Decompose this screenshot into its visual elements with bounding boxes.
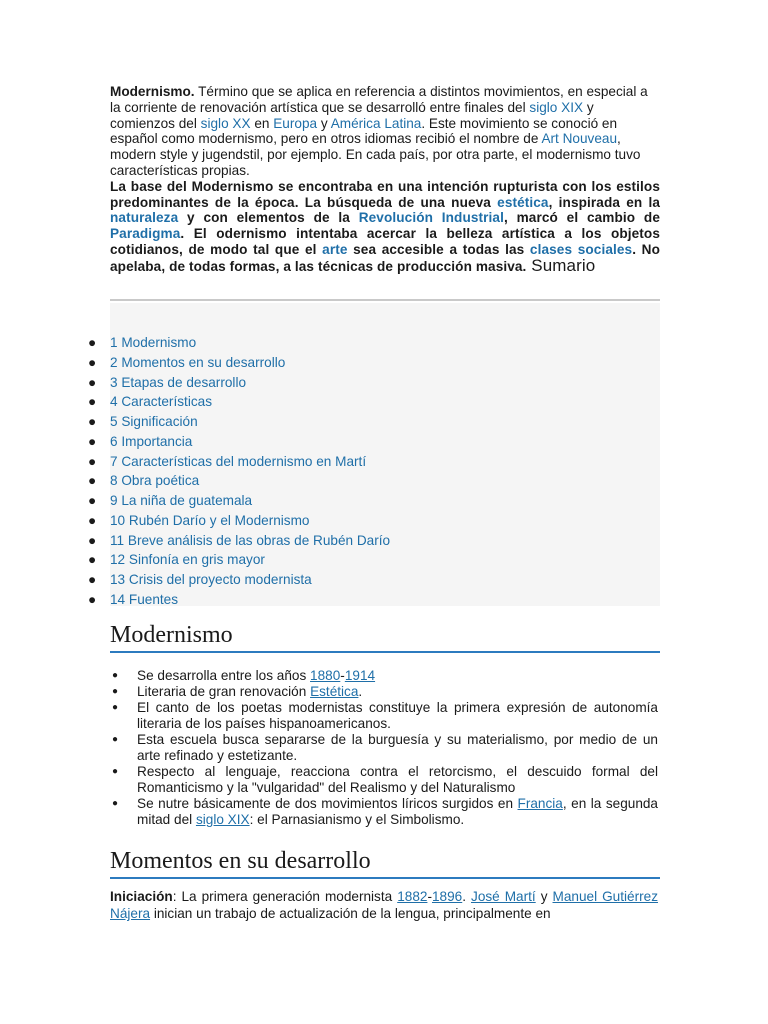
toc-number: 3 — [110, 374, 118, 390]
toc-label: Características del modernismo en Martí — [117, 453, 367, 469]
toc-item — [88, 452, 390, 472]
link-naturaleza[interactable]: naturaleza — [110, 210, 179, 226]
toc-label: Importancia — [117, 433, 193, 449]
iniciacion-label: Iniciación — [110, 889, 173, 904]
toc-item — [88, 471, 390, 491]
toc-link[interactable] — [110, 572, 312, 587]
link-clases-sociales[interactable]: clases sociales — [529, 241, 633, 257]
link-1882[interactable]: 1882 — [397, 889, 428, 904]
toc-link[interactable] — [110, 375, 246, 390]
toc-item — [88, 432, 390, 452]
toc-label: Características — [117, 394, 212, 410]
toc-item — [88, 511, 390, 531]
toc-number: 13 — [110, 572, 126, 587]
toc-label: Crisis del proyecto modernista — [125, 572, 312, 587]
bullet-icon: ● — [88, 532, 97, 548]
toc-label: Rubén Darío y el Modernismo — [125, 512, 310, 528]
bullet-icon: ● — [112, 670, 119, 681]
toc-number: 1 — [110, 335, 118, 350]
bullet-icon: ● — [112, 734, 119, 745]
link-1914[interactable]: 1914 — [344, 668, 376, 683]
link-siglo-xx[interactable]: siglo XX — [200, 115, 251, 131]
toc-link[interactable] — [110, 454, 366, 469]
bullet-icon: ● — [88, 414, 97, 429]
bullet-icon: ● — [88, 433, 97, 449]
link-manuel-gutierrez-najera[interactable]: Manuel Gutiérrez Nájera — [110, 889, 659, 921]
link-america-latina[interactable]: América Latina — [330, 115, 422, 131]
intro-divider — [110, 299, 660, 301]
toc-number: 9 — [110, 493, 118, 508]
toc-number: 14 — [110, 591, 126, 607]
bullet-icon: ● — [88, 374, 97, 390]
section-title-momentos: Momentos en su desarrollo — [110, 848, 371, 874]
bullet-icon: ● — [88, 453, 97, 469]
bullet-icon: ● — [112, 766, 119, 777]
bullet-icon: ● — [88, 552, 97, 568]
modernismo-bullet-list — [110, 668, 658, 828]
list-item: ● El canto de los poetas modernistas constituye la primera expresión de autonomía literaria de los países hispanoamericanos. — [112, 700, 658, 731]
intro-paragraph: Modernismo. Término que se aplica en referencia a distintos movimientos, en especial a la corriente de renovación artística que se desarrolló entre finales del siglo XIX y comienzos del siglo XX en Europa y América Latina. Este movimiento se conoció en español como modernismo, pero en otros idiomas recibió el nombre de Art Nouveau, modern style y jugendstil, por ejemplo. En cada país, por otra parte, el modernismo tuvo características propias. — [110, 84, 648, 178]
link-estetica[interactable]: estética — [497, 194, 549, 210]
link-siglo-xix-2[interactable]: siglo XIX — [195, 812, 250, 827]
toc-item — [88, 590, 390, 610]
toc-link[interactable] — [110, 592, 178, 607]
toc-item — [88, 353, 390, 373]
toc-label: Obra poética — [117, 473, 200, 489]
toc-item — [88, 333, 390, 353]
link-francia[interactable]: Francia — [517, 796, 563, 811]
bullet-icon: ● — [112, 686, 119, 697]
toc-item — [88, 570, 390, 590]
toc-link[interactable] — [110, 513, 309, 528]
toc-number: 12 — [110, 552, 126, 568]
toc-label: Momentos en su desarrollo — [117, 354, 286, 370]
link-art-nouveau[interactable]: Art Nouveau — [541, 131, 618, 147]
section-divider — [110, 877, 660, 879]
toc-link[interactable] — [110, 473, 199, 488]
toc-number: 7 — [110, 453, 118, 469]
bullet-icon: ● — [88, 493, 97, 508]
sumario-heading: Sumario — [526, 255, 596, 275]
table-of-contents — [88, 333, 390, 610]
toc-link[interactable] — [110, 434, 192, 449]
iniciacion-paragraph: Iniciación: La primera generación modernista 1882-1896. José Martí y Manuel Gutiérrez Nájera inician un trabajo de actualización de la lengua, principalmente en — [110, 889, 659, 921]
toc-item — [88, 491, 390, 511]
toc-link[interactable] — [110, 394, 212, 409]
section-title-modernismo: Modernismo — [110, 622, 233, 648]
link-revolucion-industrial[interactable]: Revolución Industrial — [358, 210, 504, 226]
link-1896[interactable]: 1896 — [431, 889, 463, 904]
link-1880[interactable]: 1880 — [310, 668, 341, 683]
toc-link[interactable] — [110, 493, 252, 508]
toc-item — [88, 412, 390, 432]
bullet-icon: ● — [88, 354, 97, 370]
toc-label: Etapas de desarrollo — [117, 374, 247, 390]
toc-label: Modernismo — [117, 335, 197, 350]
link-estetica-2[interactable]: Estética — [310, 684, 359, 699]
section-divider — [110, 651, 660, 653]
list-item: ● Literaria de gran renovación Estética. — [112, 684, 363, 699]
link-siglo-xix[interactable]: siglo XIX — [529, 99, 584, 115]
bullet-icon: ● — [88, 394, 97, 410]
toc-label: Breve análisis de las obras de Rubén Darío — [124, 532, 391, 548]
bullet-icon: ● — [88, 572, 97, 587]
toc-link[interactable] — [110, 335, 196, 350]
list-item: ● Se desarrolla entre los años 1880-1914 — [112, 668, 376, 683]
toc-item — [88, 392, 390, 412]
toc-item — [88, 531, 390, 551]
toc-number: 2 — [110, 354, 118, 370]
intro-bold-paragraph: La base del Modernismo se encontraba en una intención rupturista con los estilos predominantes de la época. La búsqueda de una nueva estética, inspirada en la naturaleza y con elementos de la Revolución Industrial, marcó el cambio de Paradigma. El odernismo intentaba acercar la belleza artística a los objetos cotidianos, de modo tal que el arte sea accesible a todas las clases sociales. No apelaba, de todas formas, a las técnicas de producción masiva. Sumario — [110, 178, 660, 275]
toc-number: 10 — [110, 512, 126, 528]
link-europa[interactable]: Europa — [273, 115, 318, 131]
toc-number: 11 — [110, 532, 125, 548]
list-item: ● Respecto al lenguaje, reacciona contra el retorcismo, el descuido formal del Romanticismo y la "vulgaridad" del Realismo y del Naturalismo — [112, 764, 658, 795]
toc-item — [88, 550, 390, 570]
toc-link[interactable] — [110, 355, 285, 370]
toc-item — [88, 373, 390, 393]
toc-label: Fuentes — [125, 591, 179, 607]
bullet-icon: ● — [88, 335, 97, 350]
link-jose-marti[interactable]: José Martí — [471, 889, 536, 904]
toc-label: Significación — [117, 414, 198, 429]
bullet-icon: ● — [112, 702, 119, 713]
toc-link[interactable] — [110, 414, 198, 429]
bullet-icon: ● — [112, 798, 119, 809]
link-arte[interactable]: arte — [322, 241, 348, 257]
link-paradigma[interactable]: Paradigma — [110, 226, 181, 242]
toc-label: Sinfonía en gris mayor — [125, 552, 265, 568]
toc-number: 4 — [110, 394, 118, 410]
bullet-icon: ● — [88, 591, 97, 607]
intro-block — [110, 84, 660, 275]
toc-number: 6 — [110, 433, 118, 449]
toc-link[interactable] — [110, 533, 390, 548]
intro-term: Modernismo. — [110, 84, 195, 99]
bullet-icon: ● — [88, 473, 97, 489]
toc-link[interactable] — [110, 552, 265, 567]
toc-label: La niña de guatemala — [117, 493, 253, 508]
toc-number: 8 — [110, 473, 118, 489]
list-item: ● Esta escuela busca separarse de la burguesía y su materialismo, por medio de un arte refinado y estetizante. — [112, 732, 658, 763]
bullet-icon: ● — [88, 512, 97, 528]
toc-number: 5 — [110, 414, 118, 429]
list-item: ● Se nutre básicamente de dos movimientos líricos surgidos en Francia, en la segunda mitad del siglo XIX: el Parnasianismo y el Simbolismo. — [112, 796, 658, 827]
